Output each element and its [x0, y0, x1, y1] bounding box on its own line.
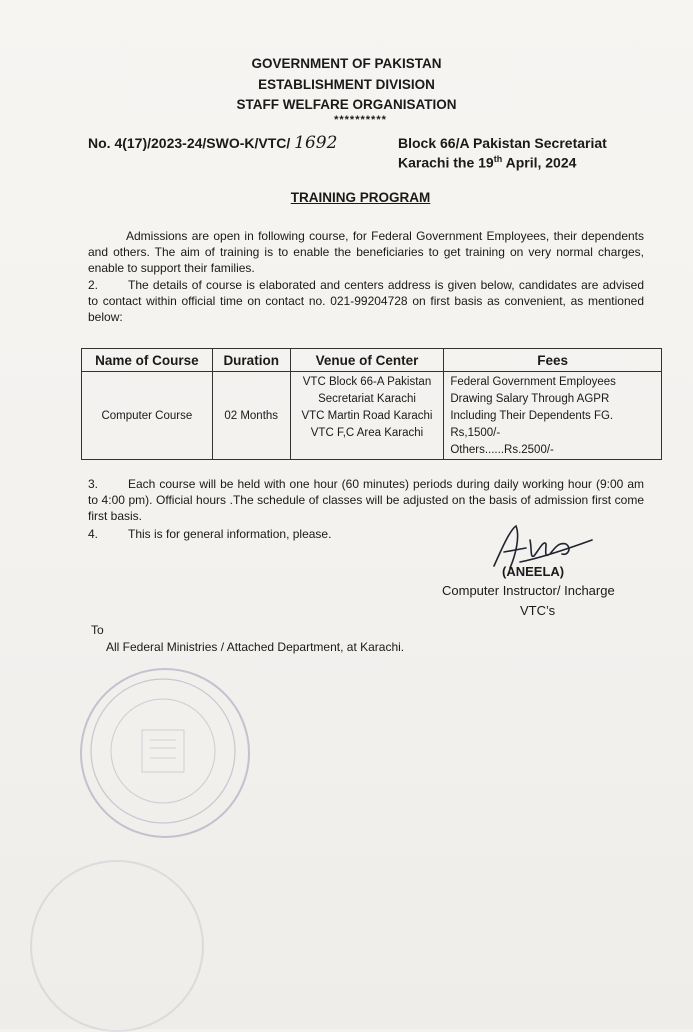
paragraph-2-number: 2.	[88, 278, 99, 292]
venue-line: VTC Martin Road Karachi	[301, 410, 433, 422]
paragraph-3-number: 3.	[88, 477, 99, 491]
header-government: GOVERNMENT OF PAKISTAN	[251, 56, 442, 71]
official-seal-icon	[80, 668, 250, 838]
document-title: TRAINING PROGRAM	[290, 190, 431, 205]
venue-line: VTC Block 66-A Pakistan	[302, 376, 432, 388]
fees-line: Others......Rs.2500/-	[450, 444, 554, 456]
fees-line: Drawing Salary Through AGPR	[450, 393, 610, 405]
cell-venue	[290, 372, 444, 460]
fees-line: Federal Government Employees	[450, 376, 616, 388]
paragraph-4-number: 4.	[88, 527, 99, 541]
header-organisation: STAFF WELFARE ORGANISATION	[236, 97, 457, 112]
date-prefix: Karachi the 19	[398, 154, 494, 171]
venue-line: Secretariat Karachi	[318, 393, 416, 405]
paragraph-2-text: The details of course is elaborated and centers address is given below, candidates are advised to contact within official time on contact no. 021-99204728 on first basis as convenient, as mentioned below:	[88, 278, 644, 324]
paragraph-2	[88, 277, 644, 325]
paragraph-3-text: Each course will be held with one hour (60 minutes) periods during daily working hour (9:00 am to 4:00 pm). Official hours .The schedule of classes will be adjusted on the basis of admission first come first basis.	[88, 477, 644, 523]
faint-seal-icon	[30, 860, 204, 1032]
signatory-role: Computer Instructor/ Incharge	[442, 583, 615, 598]
venue-line: VTC F,C Area Karachi	[310, 427, 424, 439]
paragraph-4-text: This is for general information, please.	[128, 527, 332, 541]
header-venue: Venue of Center	[290, 349, 444, 372]
table-header-row	[82, 349, 662, 372]
fees-line: Including Their Dependents FG.	[450, 410, 614, 422]
reference-address: Block 66/A Pakistan Secretariat	[398, 135, 607, 151]
paragraph-3	[88, 476, 644, 524]
signatory-role-unit: VTC’s	[520, 603, 556, 618]
date-rest: April, 2024	[502, 154, 577, 171]
header-stars: **********	[334, 114, 387, 126]
course-table	[81, 348, 662, 460]
header-duration: Duration	[212, 349, 290, 372]
header-name-of-course: Name of Course	[82, 349, 213, 372]
recipient-line: All Federal Ministries / Attached Department, at Karachi.	[106, 640, 405, 654]
handwritten-dispatch-number: 1692	[294, 133, 338, 153]
header-division: ESTABLISHMENT DIVISION	[258, 77, 435, 92]
reference-date	[398, 154, 576, 171]
reference-number-text: No. 4(17)/2023-24/SWO-K/VTC/	[88, 135, 291, 151]
cell-duration: 02 Months	[212, 372, 290, 460]
table-row	[82, 372, 662, 460]
signatory-name: (ANEELA)	[502, 564, 565, 579]
cell-fees	[444, 372, 662, 460]
date-suffix-sup: th	[493, 154, 503, 164]
header-fees: Fees	[444, 349, 662, 372]
paragraph-4	[88, 526, 488, 542]
reference-number	[88, 133, 337, 153]
paragraph-1: Admissions are open in following course, for Federal Government Employees, their dependents and others. The aim of training is to enable the beneficiaries to get training on very normal charges, enable to support their families.	[88, 229, 644, 275]
recipient-to: To	[91, 623, 104, 637]
fees-line: Rs,1500/-	[450, 427, 501, 439]
cell-course: Computer Course	[82, 372, 213, 460]
